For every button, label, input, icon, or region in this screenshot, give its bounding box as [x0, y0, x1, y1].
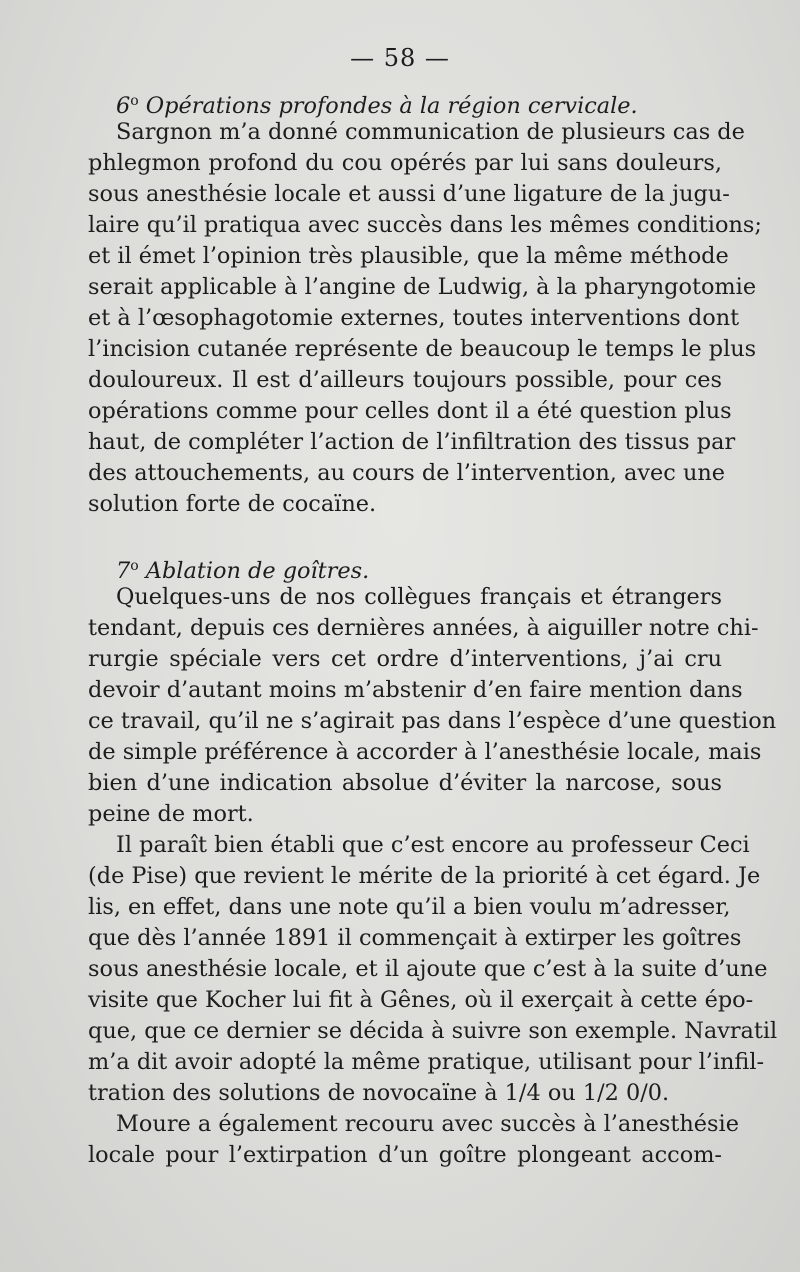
text-line: opérations comme pour celles dont il a été question plus: [88, 398, 732, 424]
heading-title: Opérations profondes à la région cervicale.: [138, 93, 638, 119]
text-line: (de Pise) que revient le mérite de la priorité à cet égard. Je: [88, 863, 761, 889]
text-line: tration des solutions de novocaïne à 1/4 ou 1/2 0/0.: [88, 1080, 670, 1106]
text-line: phlegmon profond du cou opérés par lui sans douleurs,: [88, 150, 722, 176]
text-line: et à l’œsophagotomie externes, toutes interventions dont: [88, 305, 740, 331]
section-deep-cervical-operations: [88, 86, 762, 520]
page-number: — 58 —: [350, 44, 450, 72]
text-line: visite que Kocher lui fit à Gênes, où il exerçait à cette épo-: [88, 987, 754, 1013]
text-line: sous anesthésie locale, et il ajoute que c’est à la suite d’une: [88, 956, 768, 982]
text-line: des attouchements, au cours de l’intervention, avec une: [88, 460, 726, 486]
text-line: ce travail, qu’il ne s’agirait pas dans l’espèce d’une question: [88, 708, 777, 734]
text-line: et il émet l’opinion très plausible, que la même méthode: [88, 243, 729, 269]
text-line: peine de mort.: [88, 801, 254, 827]
text-line: que, que ce dernier se décida à suivre son exemple. Navratil: [88, 1018, 778, 1044]
text-line: que dès l’année 1891 il commençait à extirper les goîtres: [88, 925, 742, 951]
text-line: rurgie spéciale vers cet ordre d’interventions, j’ai cru: [88, 646, 722, 672]
section-heading: [88, 551, 722, 582]
text-line: Sargnon m’a donné communication de plusieurs cas de: [116, 119, 745, 145]
section-heading: [88, 86, 722, 117]
text-line: lis, en effet, dans une note qu’il a bien voulu m’adresser,: [88, 894, 731, 920]
text-line: bien d’une indication absolue d’éviter la narcose, sous: [88, 770, 722, 796]
text-line: devoir d’autant moins m’abstenir d’en faire mention dans: [88, 677, 743, 703]
text-line: locale pour l’extirpation d’un goître plongeant accom-: [88, 1142, 722, 1168]
heading-number: 7: [116, 558, 131, 584]
text-line: m’a dit avoir adopté la même pratique, utilisant pour l’infil-: [88, 1049, 765, 1075]
text-line: de simple préférence à accorder à l’anesthésie locale, mais: [88, 739, 762, 765]
text-line: solution forte de cocaïne.: [88, 491, 377, 517]
text-line: tendant, depuis ces dernières années, à aiguiller notre chi-: [88, 615, 759, 641]
heading-number: 6: [116, 93, 131, 119]
text-line: Il paraît bien établi que c’est encore au professeur Ceci: [116, 832, 750, 858]
text-line: l’incision cutanée représente de beaucoup le temps le plus: [88, 336, 757, 362]
text-line: haut, de compléter l’action de l’infiltration des tissus par: [88, 429, 736, 455]
heading-degree: o: [130, 558, 139, 574]
text-line: Quelques-uns de nos collègues français et étrangers: [116, 584, 722, 610]
text-line: sous anesthésie locale et aussi d’une ligature de la jugu-: [88, 181, 730, 207]
text-line: Moure a également recouru avec succès à l’anesthésie: [116, 1111, 739, 1137]
heading-title: Ablation de goîtres.: [138, 558, 370, 584]
text-line: laire qu’il pratiqua avec succès dans les mêmes conditions;: [88, 212, 762, 238]
section-goitre-ablation: [88, 551, 778, 1171]
text-line: douloureux. Il est d’ailleurs toujours possible, pour ces: [88, 367, 722, 393]
text-line: serait applicable à l’angine de Ludwig, à la pharyngotomie: [88, 274, 757, 300]
heading-degree: o: [130, 93, 139, 109]
